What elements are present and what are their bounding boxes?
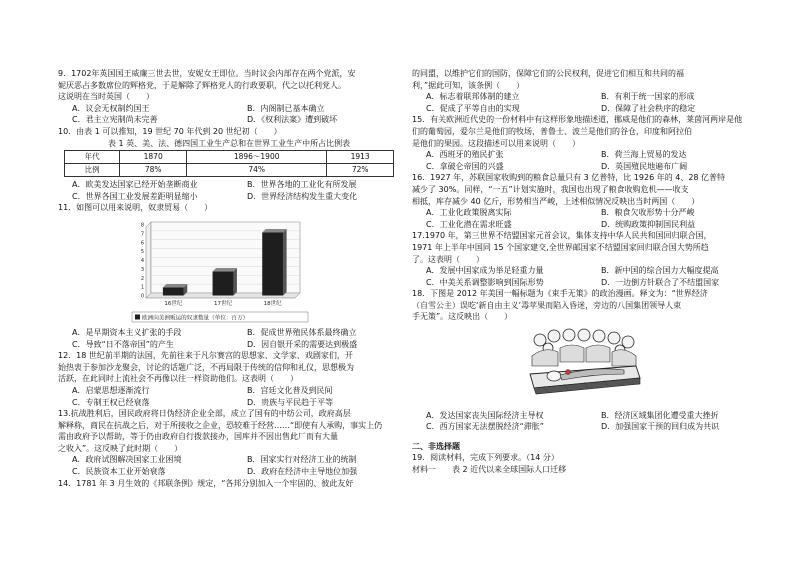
x-tick-label: 18世纪 bbox=[263, 300, 282, 307]
left-column bbox=[58, 68, 408, 489]
q12-option-b[interactable]: B．宫廷文化普及到民间 bbox=[247, 385, 333, 395]
q17-option-c[interactable]: C．中美关系调整影响到国际形势 bbox=[426, 277, 544, 287]
q15-option-c[interactable]: C．拿破仑帝国的兴盛 bbox=[426, 161, 504, 171]
q9-stem: 9．1702年英国国王威廉三世去世，安妮女王即位。当时议会内部存在两个党派，安 妮厌恶占多数席位的辉格党，于是解除了辉格党人的行政要职，代之以托利党人。 这说明在当时英国（ ） bbox=[58, 69, 356, 102]
bar bbox=[213, 271, 234, 295]
q18-options bbox=[412, 410, 762, 433]
q16-stem: 16．1927 年，苏联国家收购到的粮食总量只有 3 亿普特，比 1926 年的 4、28 亿普特 减少了 30%。同样，“一五”计划实施时，我国也出现了粮食收购危机——收支 相抵，库存减少 40 亿斤，形势相当严峻，上述相似情况反映出当时两国（ ） bbox=[412, 173, 726, 206]
q15-option-d[interactable]: D．英国殖民地遍布广阔 bbox=[601, 161, 688, 171]
y-tick-label: 3 bbox=[140, 266, 144, 273]
q13-option-c[interactable]: C．民族资本工业开始衰落 bbox=[72, 467, 166, 477]
q18-option-d[interactable]: D．加强国家干预的回归成为共识 bbox=[601, 422, 720, 432]
q15-options bbox=[412, 149, 762, 172]
q17-stem: 17.1970 年，第三世界不结盟国家元首会议，集体支持中华人民共和国回归联合国， 1971 年上半年中国同 15 个国家建交,全世界邮国家不结盟国家回归联合国大势所趋 了。这表明（ ） bbox=[412, 231, 712, 264]
q10-options bbox=[58, 179, 408, 202]
q12-option-d[interactable]: D．贵族与平民趋于平等 bbox=[247, 397, 334, 407]
q18-option-c[interactable]: C．西方国家无法摆脱经济“滞胀” bbox=[426, 422, 544, 432]
q10-option-b[interactable]: B．世界各地的工业化有所发展 bbox=[247, 180, 357, 190]
q16-option-d[interactable]: D．统购政策抑制国民利益 bbox=[601, 219, 696, 229]
q18-option-a[interactable]: A．发达国家丧失国际经济主导权 bbox=[426, 410, 544, 420]
q14-option-b[interactable]: B．有利于统一国家的形成 bbox=[601, 92, 695, 102]
bar bbox=[163, 287, 184, 295]
q14-option-d[interactable]: D．保障了社会秩序的稳定 bbox=[601, 103, 696, 113]
q9-option-a[interactable]: A．议会无权制约国王 bbox=[72, 103, 150, 113]
q10-option-c[interactable]: C．世界各国工业发展差距明显缩小 bbox=[72, 191, 198, 201]
table-cell: 72% bbox=[327, 164, 394, 177]
y-tick-label: 0 bbox=[140, 293, 144, 300]
x-tick-label: 16世纪 bbox=[164, 300, 183, 307]
q13-option-b[interactable]: B．国家实行对经济工业的统制 bbox=[247, 455, 357, 465]
y-tick-label: 6 bbox=[140, 240, 144, 247]
chart-svg bbox=[130, 216, 310, 324]
bar-top bbox=[213, 268, 237, 272]
table-cell: 1913 bbox=[327, 151, 394, 164]
q11-option-c[interactable]: C．导致“日不落帝国”的产生 bbox=[72, 339, 174, 349]
q16-option-a[interactable]: A．工业化政策脱离实际 bbox=[426, 208, 512, 218]
q10-option-a[interactable]: A．欧美发达国家已经开始垄断商业 bbox=[72, 180, 198, 190]
q17-options bbox=[412, 265, 762, 288]
q15-option-a[interactable]: A．西班牙的殖民扩张 bbox=[426, 150, 504, 160]
q14-options bbox=[412, 91, 762, 114]
y-tick-label: 5 bbox=[140, 249, 144, 256]
q9-option-b[interactable]: B．内阁制已基本确立 bbox=[247, 103, 325, 113]
q14-option-c[interactable]: C．促成了平等自由的实现 bbox=[426, 103, 520, 113]
q11-option-a[interactable]: A．是早期资本主义扩张的手段 bbox=[72, 327, 182, 337]
table-cell: 比例 bbox=[65, 164, 120, 177]
q13-stem: 13.抗战胜利后，国民政府将日伪经济企业全部，成立了国有的中纺公司，政府高层 解释称，商民在抗战之后，对于所接收之企业，恐较难于经营……“即使有人承购，事实上仍 需由政府予以帮助，等于仍由政府自行拨款接办，国库并不因出售此厂而有大量 之收入”。这反映了此时期（ ） bbox=[58, 409, 383, 453]
table-cell: 年代 bbox=[65, 151, 120, 164]
q10-option-d[interactable]: D．世界经济结构发生重大变化 bbox=[247, 191, 358, 201]
bar-top bbox=[262, 229, 286, 233]
bar-side bbox=[233, 268, 237, 295]
q11-options bbox=[58, 327, 408, 350]
q11-option-b[interactable]: B．促成世界殖民体系最终确立 bbox=[247, 327, 357, 337]
table-cell: 1870 bbox=[120, 151, 187, 164]
q16-option-b[interactable]: B．粮食欠收形势十分严峻 bbox=[601, 208, 695, 218]
q9-option-d[interactable]: D．《权利法案》遭到破坏 bbox=[247, 115, 338, 125]
bar-top bbox=[163, 284, 187, 288]
q16-options bbox=[412, 207, 762, 230]
table-row bbox=[65, 164, 394, 177]
q13-option-d[interactable]: D．政府在经济中主导地位加强 bbox=[247, 467, 358, 477]
y-tick-label: 8 bbox=[140, 222, 144, 229]
slave-trade-chart bbox=[130, 216, 310, 324]
section-heading: 二、非选择题 bbox=[412, 441, 460, 451]
x-tick-label: 17世纪 bbox=[214, 300, 232, 307]
q15-stem: 15．有关欧洲近代史的一份材料中有这样形象地描述道，挪威是他们的森林，莱茵河两岸是他 们的葡萄园，爱尔兰是他们的牧场，普鲁士、波兰是他们的谷仓，印度和阿拉伯 是他们的果园。这段描述可以用来说明（ ） bbox=[412, 115, 743, 148]
q18-option-b[interactable]: B．经济区域集团化遭受重大挫折 bbox=[601, 410, 719, 420]
q12-stem: 12．18 世纪前半期的法国，先前往来于凡尔赛宫的思想家、文学家、戏剧家们，开 始热衷于参加沙龙聚会，讨论的话题广泛，不再局限于传统的信仰和礼仪，思想极为 活跃，在此同时上流社会不再像以往一样资助他们。这表明（ ） bbox=[58, 351, 354, 384]
q9-options bbox=[58, 103, 408, 126]
political-cartoon-image bbox=[524, 326, 644, 402]
q12-option-c[interactable]: C．专制王权已经衰落 bbox=[72, 397, 150, 407]
q12-option-a[interactable]: A．启蒙思想逐渐流行 bbox=[72, 385, 150, 395]
table-cell: 78% bbox=[120, 164, 187, 177]
q17-option-a[interactable]: A．发展中国家成为举足轻重力量 bbox=[426, 266, 544, 276]
bar-side bbox=[283, 229, 287, 296]
table-row bbox=[65, 151, 394, 164]
table1 bbox=[64, 150, 394, 177]
q13-options bbox=[58, 454, 408, 477]
q19-stem: 19．阅读材料，完成下列要求。（14 分） bbox=[412, 453, 559, 463]
bar bbox=[262, 232, 283, 295]
legend-swatch bbox=[135, 314, 140, 319]
chart-side-wall bbox=[146, 222, 151, 298]
y-tick-label: 1 bbox=[140, 284, 144, 291]
q18-stem: 18．下图是 2012 年美国一幅标题为《束手无策》的政治漫画。释文为：“世界经济 （自雪公主）误吃‘新自由主义’毒苹果而陷入昏迷，旁边的八国集团领导人束 手无策”。这反映出（ ） bbox=[412, 289, 708, 322]
q16-option-c[interactable]: C．工业化潜在需求旺盛 bbox=[426, 219, 512, 229]
q17-option-b[interactable]: B．新中国的综合国力大幅度提高 bbox=[601, 266, 719, 276]
material-one: 材料一 表 2 近代以来全球国际人口迁移 bbox=[412, 465, 567, 475]
table-cell: 74% bbox=[187, 164, 327, 177]
q14-option-a[interactable]: A．标志着联邦体制的建立 bbox=[426, 92, 520, 102]
q17-option-d[interactable]: D．一边倒方针联合了不结盟国家 bbox=[601, 277, 720, 287]
q10-stem: 10．由表 1 可以推知，19 世纪 70 年代到 20 世纪初（ ） bbox=[58, 126, 282, 136]
legend-label: 欧洲向美洲贩运的奴隶数量（单位：百万） bbox=[142, 315, 249, 322]
q9-option-c[interactable]: C．君主立宪制尚未完善 bbox=[72, 115, 158, 125]
table1-caption: 表 1 英、美、法、德四国工业生产总和在世界工业生产中所占比例表 bbox=[107, 138, 351, 148]
q13-option-a[interactable]: A．政府试图解决国家工业困境 bbox=[72, 455, 182, 465]
q12-options bbox=[58, 385, 408, 408]
q15-option-b[interactable]: B．荷兰海上贸易的发达 bbox=[601, 150, 687, 160]
table-cell: 1896～1900 bbox=[187, 151, 327, 164]
y-tick-label: 4 bbox=[140, 257, 144, 264]
right-column bbox=[412, 68, 762, 476]
q14-stem: 14．1781 年 3 月生效的《邦联条例》规定，“各邦分别加入一个牢固的、彼此友好 bbox=[58, 478, 354, 488]
q11-option-d[interactable]: D．因自银开采的需要达到极盛 bbox=[247, 339, 358, 349]
y-tick-label: 2 bbox=[140, 275, 144, 282]
q14-stem-continued: 的同盟，以维护它们的国防，保障它们的公民权利，促进它们相互和共同的福 利，”据此可知，该条例（ ） bbox=[412, 69, 684, 90]
q11-stem: 11．如图可以用来说明，奴隶贸易（ ） bbox=[58, 203, 213, 213]
y-tick-label: 7 bbox=[140, 231, 144, 238]
